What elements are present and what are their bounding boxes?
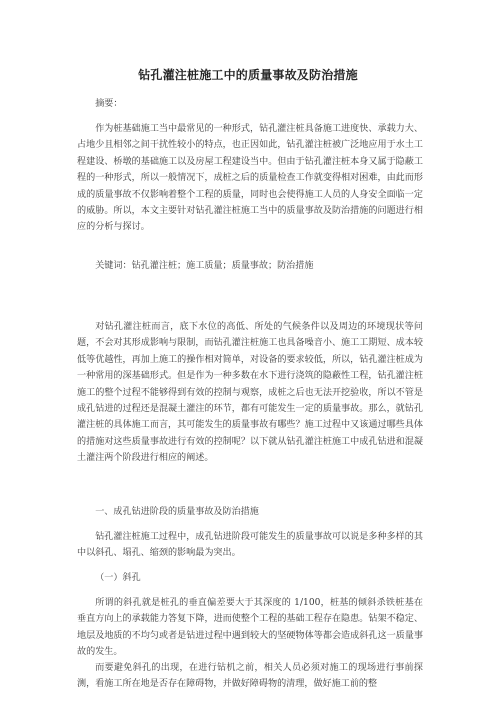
subsection-heading: （一）斜孔: [95, 573, 141, 583]
section-heading: 一、成孔钻进阶段的质量事故及防治措施: [95, 507, 259, 517]
keywords-line: 关键词：钻孔灌注桩；施工质量；质量事故；防治措施: [95, 261, 314, 271]
abstract-paragraph: 作为桩基础施工当中最常见的一种形式，钻孔灌注桩具备施工进度快、承载力大、占地少且相邻之间干扰性较小的特点，也正因如此，钻孔灌注桩被广泛地应用于水土工程建设、桥墩的基础施工以及房屋工程建设当中。但由于钻孔灌注桩本身又属于隐蔽工程的一种形式，所以一般情况下，成桩之后的质量检查工作就变得相对困难，由此而形成的质量事故不仅影响着整个工程的质量，同时也会使得施工人员的人身安全面临一定的威胁。所以，本文主要针对钻孔灌注桩施工当中的质量事故及防治措施的问题进行相应的分析与探讨。: [77, 124, 423, 233]
intro-paragraph: 对钻孔灌注桩而言，底下水位的高低、所处的气候条件以及周边的环境现状等问题，不会对其形成影响与限制，而钻孔灌注桩施工也具备噪音小、施工工期短、成本较低等优越性，再加上施工的操作相对简单，对设备的要求较低，所以，钻孔灌注桩成为一种常用的深基础形式。但是作为一种多数在水下进行浇筑的隐蔽性工程，钻孔灌注桩施工的整个过程不能够得到有效的控制与观察，成桩之后也无法开挖验收，所以不管是成孔钻进的过程还是混凝土灌注的环节，都有可能发生一定的质量事故。那么，就钻孔灌注桩的具体施工而言，其可能发生的质量事故有哪些？施工过程中又该通过哪些具体的措施对这些质量事故进行有效的控制呢？以下就从钻孔灌注桩施工中成孔钻进和混凝土灌注两个阶段进行相应的阐述。: [77, 322, 423, 464]
subsection-paragraph-continued: 而要避免斜孔的出现，在进行钻机之前，相关人员必须对施工的现场进行事前探测，看施工所在地是否存在障碍物，并做好障碍物的清理，做好施工前的整: [77, 663, 423, 690]
subsection-paragraph: 所谓的斜孔就是桩孔的垂直偏差要大于其深度的 1/100，桩基的倾斜杀铁桩基在垂直方向上的承载能力答复下降，进而使整个工程的基础工程存在隐患。钻架不稳定、地层及地质的不均匀或者是钻进过程中遇到较大的坚硬物体等都会造成斜孔这一质量事故的发生。: [77, 598, 423, 658]
section-paragraph: 钻孔灌注桩施工过程中，成孔钻进阶段可能发生的质量事故可以说是多种多样的其中以斜孔、塌孔、缩颈的影响最为突出。: [77, 532, 423, 559]
abstract-label: 摘要：: [95, 99, 123, 109]
document-title: 钻孔灌注桩施工中的质量事故及防治措施: [138, 68, 358, 82]
